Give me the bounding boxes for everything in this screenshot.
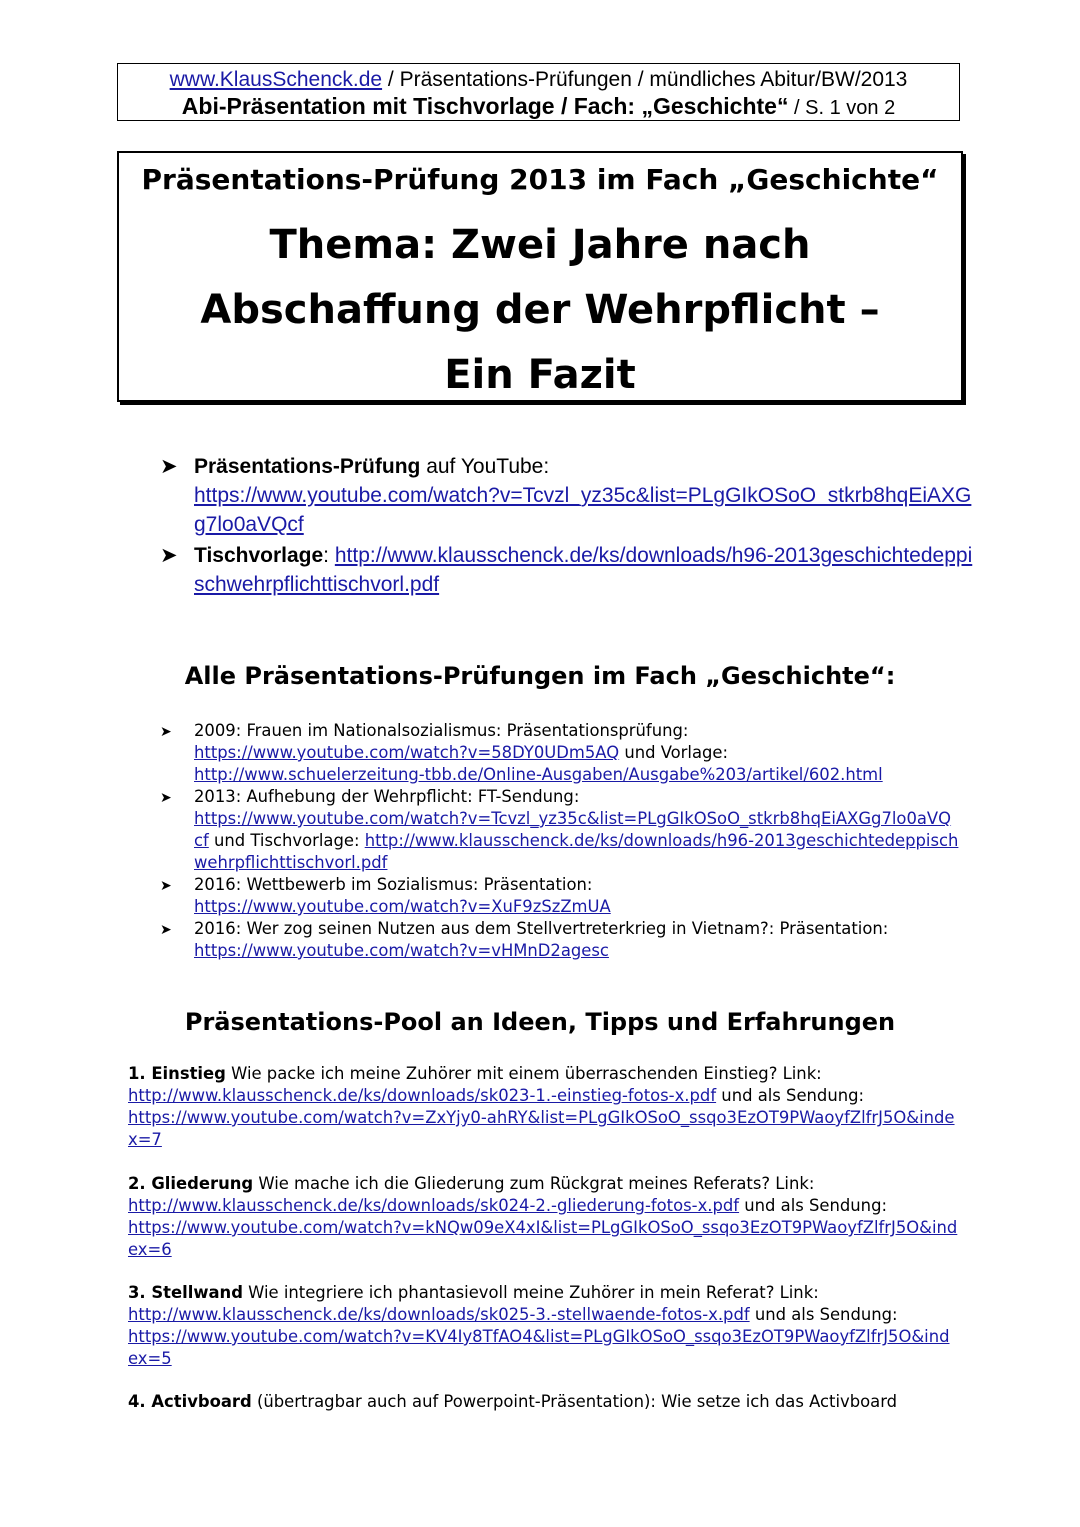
item-text: : [323, 544, 335, 567]
item-link[interactable]: https://www.youtube.com/watch?v=kNQw09eX4xI&list=PLgGIkOSoO_ssqo3EzOT9PWaoyfZlfrJ5O&index=6 [128, 1218, 958, 1259]
item-text: Wie integriere ich phantasievoll meine Zuhörer in mein Referat? Link: [242, 1283, 819, 1302]
item-link[interactable]: https://www.youtube.com/watch?v=XuF9zSzZmUA [194, 897, 611, 916]
item-text: und Tischvorlage: [208, 831, 365, 850]
item-text: (übertragbar auch auf Powerpoint-Präsentation): Wie setze ich das Activboard [251, 1392, 898, 1411]
arrow-bullet-icon: ➤ [160, 454, 178, 478]
item-link[interactable]: https://www.youtube.com/watch?v=Tcvzl_yz35c&list=PLgGIkOSoO_stkrb8hqEiAXGg7lo0aVQcf [194, 809, 952, 850]
header-line1-text: / Präsentations-Prüfungen / mündliches Abitur/BW/2013 [382, 68, 908, 91]
item-link[interactable]: https://www.youtube.com/watch?v=vHMnD2agesc [194, 941, 609, 960]
pool-item-2 [128, 1173, 958, 1261]
presentation-list [160, 720, 960, 962]
pool-item-4 [128, 1391, 958, 1413]
youtube-link[interactable]: https://www.youtube.com/watch?v=Tcvzl_yz35c&list=PLgGIkOSoO_stkrb8hqEiAXGg7lo0aVQcf [194, 484, 972, 536]
item-text: 2013: Aufhebung der Wehrpflicht: FT-Sendung: [194, 787, 580, 806]
list-item [160, 918, 960, 962]
item-link[interactable]: https://www.youtube.com/watch?v=ZxYjy0-ahRY&list=PLgGIkOSoO_ssqo3EzOT9PWaoyfZlfrJ5O&index=7 [128, 1108, 955, 1149]
page-header [117, 63, 960, 121]
tischvorlage-link[interactable]: http://www.klausschenck.de/ks/downloads/h96-2013geschichtedeppischwehrpflichttischvorl.pdf [194, 544, 973, 596]
list-item [160, 452, 980, 539]
item-link[interactable]: http://www.klausschenck.de/ks/downloads/sk025-3.-stellwaende-fotos-x.pdf [128, 1305, 750, 1324]
arrow-bullet-icon: ➤ [160, 878, 172, 894]
item-heading: 1. Einstieg [128, 1064, 226, 1083]
item-link[interactable]: http://www.schuelerzeitung-tbb.de/Online-Ausgaben/Ausgabe%203/artikel/602.html [194, 765, 883, 784]
list-item [160, 786, 960, 874]
item-text: und als Sendung: [716, 1086, 865, 1105]
arrow-bullet-icon: ➤ [160, 543, 178, 567]
item-label: Tischvorlage [194, 544, 324, 567]
list-item [160, 541, 980, 599]
item-text: 2009: Frauen im Nationalsozialismus: Präsentationsprüfung: [194, 721, 689, 740]
list-item [160, 720, 960, 786]
topic-line2: Abschaffung der Wehrpflicht – [200, 287, 880, 333]
list-item [160, 874, 960, 918]
item-text: und Vorlage: [619, 743, 729, 762]
arrow-bullet-icon: ➤ [160, 922, 172, 938]
item-text: Wie mache ich die Gliederung zum Rückgrat meines Referats? Link: [253, 1174, 815, 1193]
item-text: 2016: Wer zog seinen Nutzen aus dem Stellvertreterkrieg in Vietnam?: Präsentation: [194, 919, 889, 938]
resource-list [160, 452, 980, 601]
exam-subtitle: Präsentations-Prüfung 2013 im Fach „Geschichte“ [141, 163, 939, 196]
item-link[interactable]: https://www.youtube.com/watch?v=KV4Iy8TfAO4&list=PLgGIkOSoO_ssqo3EzOT9PWaoyfZlfrJ5O&index=5 [128, 1327, 950, 1368]
header-line2 [118, 93, 959, 122]
site-link[interactable]: www.KlausSchenck.de [169, 68, 383, 91]
item-link[interactable]: http://www.klausschenck.de/ks/downloads/h96-2013geschichtedeppischwehrpflichttischvorl.pdf [194, 831, 959, 872]
section-title-pool: Präsentations-Pool an Ideen, Tipps und Erfahrungen [184, 1008, 896, 1036]
topic-line1: Thema: Zwei Jahre nach [269, 222, 811, 268]
topic-line3: Ein Fazit [444, 352, 636, 398]
header-line1 [118, 67, 959, 93]
item-text: auf YouTube: [420, 455, 550, 478]
arrow-bullet-icon: ➤ [160, 790, 172, 806]
topic-title [119, 213, 961, 408]
item-link[interactable]: https://www.youtube.com/watch?v=58DY0UDm5AQ [194, 743, 620, 762]
item-link[interactable]: http://www.klausschenck.de/ks/downloads/sk023-1.-einstieg-fotos-x.pdf [128, 1086, 717, 1105]
item-heading: 4. Activboard [128, 1392, 252, 1411]
arrow-bullet-icon: ➤ [160, 724, 172, 740]
item-link[interactable]: http://www.klausschenck.de/ks/downloads/sk024-2.-gliederung-fotos-x.pdf [128, 1196, 740, 1215]
section-title-all: Alle Präsentations-Prüfungen im Fach „Geschichte“: [184, 662, 896, 690]
item-heading: 3. Stellwand [128, 1283, 243, 1302]
header-title: Abi-Präsentation mit Tischvorlage / Fach: „Geschichte“ [181, 93, 789, 119]
pool-item-1 [128, 1063, 958, 1151]
item-label: Präsentations-Prüfung [194, 455, 421, 478]
item-text: und als Sendung: [749, 1305, 898, 1324]
item-text: Wie packe ich meine Zuhörer mit einem überraschenden Einstieg? Link: [225, 1064, 822, 1083]
item-heading: 2. Gliederung [128, 1174, 254, 1193]
page-number: / S. 1 von 2 [788, 97, 896, 119]
pool-item-3 [128, 1282, 958, 1370]
item-text: 2016: Wettbewerb im Sozialismus: Präsentation: [194, 875, 593, 894]
item-text: und als Sendung: [739, 1196, 887, 1215]
title-box [117, 151, 963, 402]
